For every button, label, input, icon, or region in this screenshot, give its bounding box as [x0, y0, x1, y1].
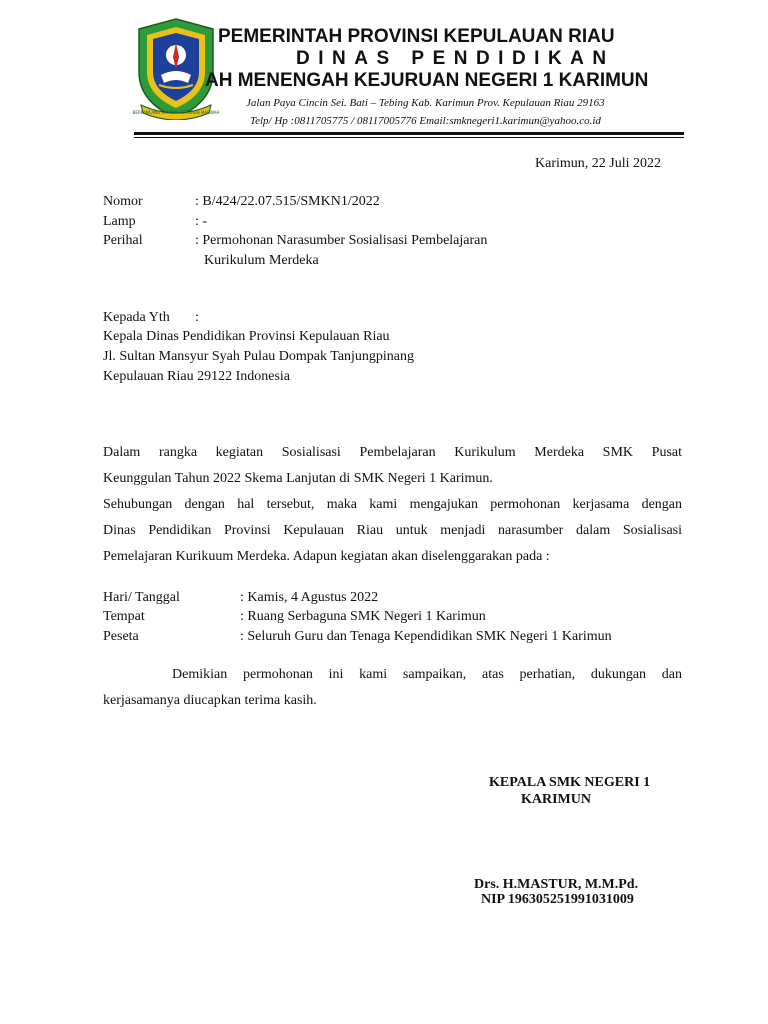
event-label-place: Tempat [103, 609, 145, 624]
body-p2-line1: Sehubungan dengan hal tersebut, maka kami mengajukan permohonan kerjasama dengan [103, 497, 682, 512]
event-value-place: : Ruang Serbaguna SMK Negeri 1 Karimun [240, 609, 486, 624]
body-p2-line2: Dinas Pendidikan Provinsi Kepulauan Riau untuk menjadi narasumber dalam Sosialisasi [103, 523, 682, 538]
meta-value-lamp: : - [195, 214, 208, 229]
meta-value-perihal: : Permohonan Narasumber Sosialisasi Pembelajaran [195, 233, 488, 248]
signature-title-line2: KARIMUN [521, 792, 591, 807]
letterhead-address: Jalan Paya Cincin Sei. Bati – Tebing Kab. Karimun Prov. Kepulauan Riau 29163 [246, 97, 605, 109]
meta-value-nomor: : B/424/22.07.515/SMKN1/2022 [195, 194, 380, 209]
signature-title-line1: KEPALA SMK NEGERI 1 [489, 775, 651, 790]
closing-line1: Demikian permohonan ini kami sampaikan, atas perhatian, dukungan dan [172, 667, 682, 682]
body-paragraph-2 [103, 492, 682, 570]
letter-date: Karimun, 22 Juli 2022 [535, 156, 661, 171]
recipient-line: Kepala Dinas Pendidikan Provinsi Kepulauan Riau [103, 329, 390, 344]
body-p1-line1: Dalam rangka kegiatan Sosialisasi Pembelajaran Kurikulum Merdeka SMK Pusat [103, 445, 682, 460]
recipient-header: Kepada Yth [103, 310, 170, 325]
event-value-participants: : Seluruh Guru dan Tenaga Kependidikan SMK Negeri 1 Karimun [240, 629, 612, 644]
event-label-date: Hari/ Tanggal [103, 590, 180, 605]
event-label-participants: Peseta [103, 629, 139, 644]
recipient-line: Jl. Sultan Mansyur Syah Pulau Dompak Tanjungpinang [103, 349, 415, 364]
closing-paragraph [103, 662, 682, 714]
letterhead-school: AH MENENGAH KEJURUAN NEGERI 1 KARIMUN [205, 70, 649, 91]
meta-label-nomor: Nomor [103, 194, 143, 209]
signature-name: Drs. H.MASTUR, M.M.Pd. [474, 877, 639, 892]
letterhead-department: DINAS PENDIDIKAN [296, 48, 615, 69]
meta-label-lamp: Lamp [103, 214, 136, 229]
recipient-line: Kepulauan Riau 29122 Indonesia [103, 369, 291, 384]
event-value-date: : Kamis, 4 Agustus 2022 [240, 590, 379, 605]
recipient-colon: : [195, 310, 199, 325]
body-p2-line3: Pemelajaran Kurikuum Merdeka. Adapun kegiatan akan diselenggarakan pada : [103, 549, 550, 564]
logo-banner-text: BERPANCANG AMANAH BERSAUH MARWAH [133, 110, 219, 115]
letterhead-province: PEMERINTAH PROVINSI KEPULAUAN RIAU [218, 26, 615, 47]
meta-value-perihal-continued: Kurikulum Merdeka [204, 253, 319, 268]
letterhead-rule-thin [134, 137, 684, 138]
body-paragraph-1 [103, 440, 682, 492]
provincial-crest-logo [133, 17, 219, 120]
letterhead-contact: Telp/ Hp :0811705775 / 08117005776 Email:smknegeri1.karimun@yahoo.co.id [250, 115, 601, 127]
signature-nip: NIP 196305251991031009 [481, 892, 634, 907]
letterhead-rule-thick [134, 132, 684, 135]
body-p1-line2: Keunggulan Tahun 2022 Skema Lanjutan di SMK Negeri 1 Karimun. [103, 471, 493, 486]
meta-label-perihal: Perihal [103, 233, 143, 248]
closing-line2: kerjasamanya diucapkan terima kasih. [103, 693, 317, 708]
